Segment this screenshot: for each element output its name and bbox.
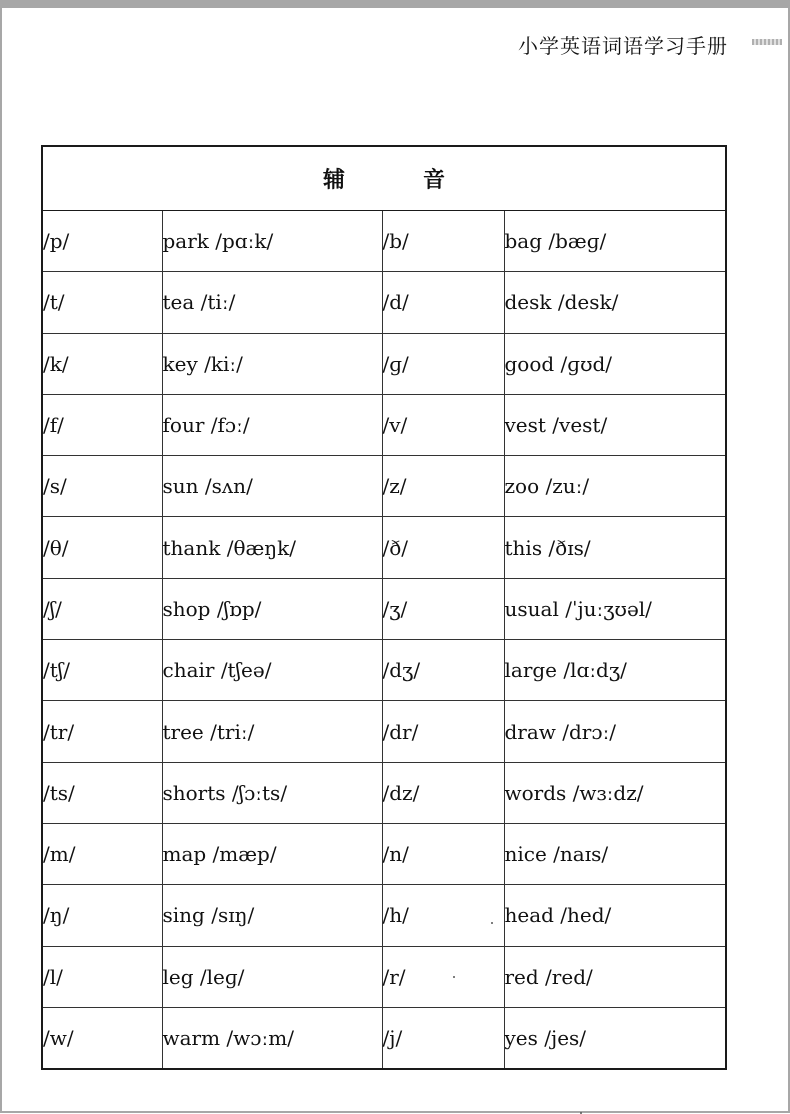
example-word: words /wɜːdz/ — [504, 762, 726, 823]
example-word: park /pɑːk/ — [162, 211, 382, 272]
example-word: warm /wɔːm/ — [162, 1007, 382, 1069]
example-word: usual /ˈjuːʒʊəl/ — [504, 578, 726, 639]
example-word: head /hed/ — [504, 885, 726, 946]
consonant-symbol: /z/ — [382, 456, 504, 517]
example-word: vest /vest/ — [504, 394, 726, 455]
print-speck — [491, 922, 493, 924]
table-row — [42, 211, 726, 272]
consonant-symbol: /d/ — [382, 272, 504, 333]
example-word: bag /bæɡ/ — [504, 211, 726, 272]
table-row — [42, 640, 726, 701]
consonant-symbol: /j/ — [382, 1007, 504, 1069]
example-word: shorts /ʃɔːts/ — [162, 762, 382, 823]
example-word: sun /sʌn/ — [162, 456, 382, 517]
table-row — [42, 517, 726, 578]
consonant-symbol: /f/ — [42, 394, 162, 455]
consonant-symbol: /ð/ — [382, 517, 504, 578]
table-body — [42, 211, 726, 1070]
table-row — [42, 885, 726, 946]
example-word: yes /jes/ — [504, 1007, 726, 1069]
consonant-symbol: /t/ — [42, 272, 162, 333]
consonant-symbol: /ʃ/ — [42, 578, 162, 639]
example-word: leg /leɡ/ — [162, 946, 382, 1007]
example-word: thank /θæŋk/ — [162, 517, 382, 578]
example-word: desk /desk/ — [504, 272, 726, 333]
running-title: 小学英语词语学习手册 — [518, 34, 728, 58]
consonant-table — [41, 145, 727, 1070]
consonant-symbol: /b/ — [382, 211, 504, 272]
consonant-symbol: /ts/ — [42, 762, 162, 823]
consonant-symbol: /v/ — [382, 394, 504, 455]
example-word: map /mæp/ — [162, 823, 382, 884]
table-row — [42, 946, 726, 1007]
consonant-symbol: /k/ — [42, 333, 162, 394]
example-word: red /red/ — [504, 946, 726, 1007]
consonant-symbol: /dʒ/ — [382, 640, 504, 701]
example-word: shop /ʃɒp/ — [162, 578, 382, 639]
table-row — [42, 272, 726, 333]
consonant-symbol: /p/ — [42, 211, 162, 272]
example-word: tree /triː/ — [162, 701, 382, 762]
consonant-symbol: /ɡ/ — [382, 333, 504, 394]
table-row — [42, 394, 726, 455]
consonant-symbol: /m/ — [42, 823, 162, 884]
consonant-symbol: /dr/ — [382, 701, 504, 762]
table-row — [42, 1007, 726, 1069]
consonant-symbol: /tr/ — [42, 701, 162, 762]
example-word: draw /drɔː/ — [504, 701, 726, 762]
table-header-row — [42, 146, 726, 211]
consonant-symbol: /h/ — [382, 885, 504, 946]
example-word: good /ɡʊd/ — [504, 333, 726, 394]
consonant-symbol: /dz/ — [382, 762, 504, 823]
example-word: key /kiː/ — [162, 333, 382, 394]
consonant-symbol: /ŋ/ — [42, 885, 162, 946]
example-word: large /lɑːdʒ/ — [504, 640, 726, 701]
consonant-symbol: /s/ — [42, 456, 162, 517]
table-row — [42, 762, 726, 823]
table-row — [42, 823, 726, 884]
consonant-symbol: /w/ — [42, 1007, 162, 1069]
example-word: this /ðɪs/ — [504, 517, 726, 578]
example-word: chair /tʃeə/ — [162, 640, 382, 701]
consonant-symbol: /l/ — [42, 946, 162, 1007]
print-speck — [453, 976, 455, 978]
example-word: four /fɔː/ — [162, 394, 382, 455]
consonant-symbol: /ʒ/ — [382, 578, 504, 639]
table-row — [42, 456, 726, 517]
example-word: zoo /zuː/ — [504, 456, 726, 517]
consonant-symbol: /n/ — [382, 823, 504, 884]
consonant-symbol: /r/ — [382, 946, 504, 1007]
table-row — [42, 701, 726, 762]
consonant-symbol: /tʃ/ — [42, 640, 162, 701]
example-word: tea /tiː/ — [162, 272, 382, 333]
table-row — [42, 333, 726, 394]
consonant-symbol: /θ/ — [42, 517, 162, 578]
table-row — [42, 578, 726, 639]
example-word: sing /sɪŋ/ — [162, 885, 382, 946]
example-word: nice /naɪs/ — [504, 823, 726, 884]
table-title: 辅 音 — [42, 146, 726, 211]
header-decoration — [752, 39, 782, 45]
